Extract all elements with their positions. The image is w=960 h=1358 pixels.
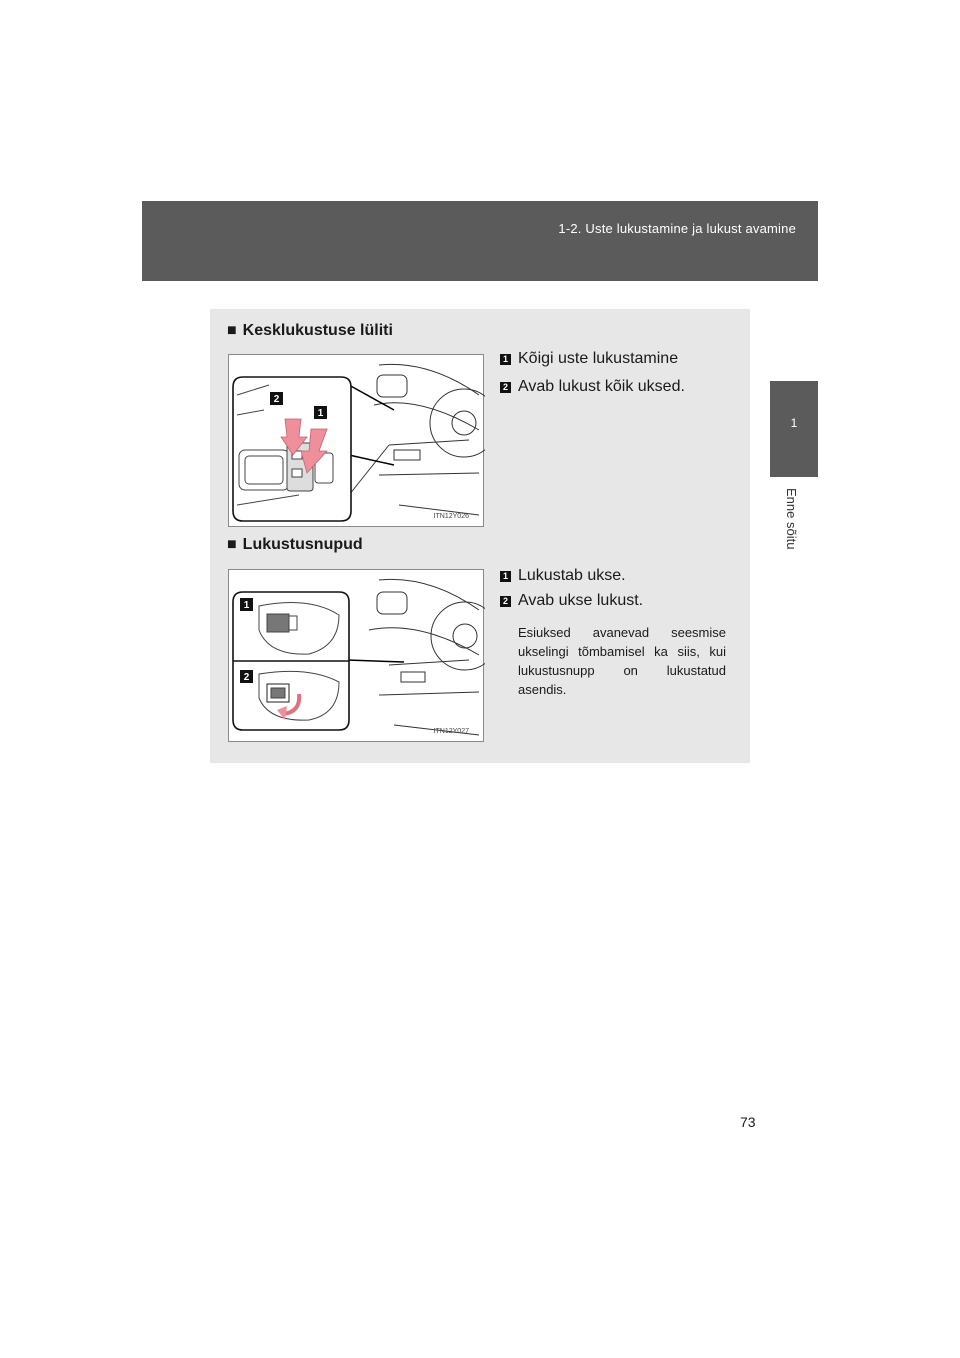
figure-code: ITN12Y026 (433, 513, 469, 520)
step-number-badge: 1 (500, 571, 511, 582)
step-2 (500, 378, 685, 396)
chapter-number: 1 (790, 416, 798, 430)
step-text: Kõigi uste lukustamine (518, 350, 679, 367)
section-title: 1-2. Uste lukustamine ja lukust avamine (558, 221, 796, 236)
page-number: 73 (740, 1114, 756, 1130)
chapter-label: Enne sõitu (784, 488, 799, 550)
heading-text: Kesklukustuse lüliti (242, 322, 393, 339)
step-2 (500, 592, 643, 610)
section-heading-central-lock (227, 322, 393, 340)
figure-code: ITN12Y027 (433, 728, 469, 735)
square-bullet-icon: ■ (227, 322, 237, 339)
header-band (142, 201, 818, 281)
lock-buttons-illustration (229, 570, 485, 743)
step-text: Avab lukust kõik uksed. (518, 378, 685, 395)
step-text: Avab ukse lukust. (518, 592, 644, 609)
step-1 (500, 567, 626, 585)
central-lock-figure (228, 354, 484, 527)
callout-1-label: 1 (243, 600, 250, 611)
square-bullet-icon: ■ (227, 536, 237, 553)
note-text: Esiuksed avanevad seesmise ukselingi tõmbamisel ka siis, kui lukustusnupp on lukustatud asendis. (518, 625, 726, 697)
chapter-tab (770, 381, 818, 477)
central-lock-illustration (229, 355, 485, 528)
step-number-badge: 2 (500, 596, 511, 607)
step-text: Lukustab ukse. (518, 567, 626, 584)
lock-buttons-figure (228, 569, 484, 742)
heading-text: Lukustusnupud (242, 536, 363, 553)
step-number-badge: 1 (500, 354, 511, 365)
callout-1-label: 1 (317, 408, 324, 419)
section-heading-lock-buttons (227, 536, 363, 554)
callout-2-label: 2 (243, 672, 250, 683)
step-1 (500, 350, 678, 368)
callout-2-label: 2 (273, 394, 280, 405)
step-number-badge: 2 (500, 382, 511, 393)
